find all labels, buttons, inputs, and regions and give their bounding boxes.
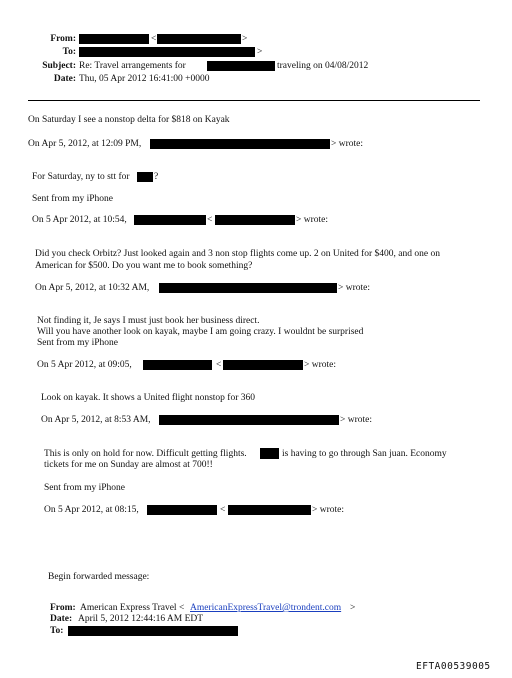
redaction: [159, 415, 339, 425]
redaction: [143, 360, 212, 370]
date-label: Date:: [53, 74, 76, 84]
redaction: [157, 34, 241, 44]
to-label: To:: [62, 47, 76, 57]
redaction: [134, 215, 206, 225]
redaction: [260, 448, 279, 459]
quote-header: On 5 Apr 2012, at 10:54,: [32, 215, 127, 225]
message-text: American for $500. Do you want me to book something?: [35, 261, 253, 271]
fwd-date-label: Date:: [50, 614, 73, 624]
quote-lt: <: [216, 360, 222, 370]
quote-header: On Apr 5, 2012, at 10:32 AM,: [35, 283, 150, 293]
redaction: [147, 505, 217, 515]
message-text: Did you check Orbitz? Just looked again and 3 non stop flights come up. 2 on United for $400, and one on: [35, 249, 440, 259]
message-text: tickets for me on Sunday are almost at 700!!: [44, 460, 213, 470]
quote-header: On Apr 5, 2012, at 8:53 AM,: [41, 415, 151, 425]
fwd-to-label: To:: [50, 626, 64, 636]
quote-wrote: > wrote:: [296, 215, 329, 225]
fwd-date-value: April 5, 2012 12:44:16 AM EDT: [78, 614, 204, 624]
redaction: [159, 283, 337, 293]
from-lt: <: [151, 34, 157, 44]
fwd-from-close: >: [350, 603, 356, 613]
fwd-from-email-link[interactable]: AmericanExpressTravel@trondent.com: [190, 603, 342, 613]
redaction: [68, 626, 238, 636]
quote-header: On Apr 5, 2012, at 12:09 PM,: [28, 139, 142, 149]
quote-wrote: > wrote:: [340, 415, 373, 425]
message-text: Look on kayak. It shows a United flight nonstop for 360: [41, 393, 255, 403]
quote-wrote: > wrote:: [312, 505, 345, 515]
message-text: is having to go through San juan. Economy: [282, 449, 447, 459]
message-text: ?: [154, 172, 159, 182]
from-label: From:: [50, 34, 76, 44]
subject-label: Subject:: [42, 61, 76, 71]
redaction: [228, 505, 311, 515]
quote-header: On 5 Apr 2012, at 08:15,: [44, 505, 139, 515]
redaction: [215, 215, 295, 225]
signature: Sent from my iPhone: [44, 483, 126, 493]
redaction: [79, 34, 149, 44]
quote-lt: <: [207, 215, 213, 225]
quote-lt: <: [220, 505, 226, 515]
from-gt: >: [242, 34, 248, 44]
redaction: [150, 139, 330, 149]
redaction: [207, 61, 275, 71]
quote-header: On 5 Apr 2012, at 09:05,: [37, 360, 132, 370]
signature: Sent from my iPhone: [32, 194, 114, 204]
message-text: On Saturday I see a nonstop delta for $818 on Kayak: [28, 115, 230, 125]
fwd-from-label: From:: [50, 603, 76, 613]
forwarded-intro: Begin forwarded message:: [48, 572, 150, 582]
message-text: For Saturday, ny to stt for: [32, 172, 130, 182]
message-text: This is only on hold for now. Difficult getting flights.: [44, 449, 247, 459]
message-text: Not finding it, Je says I must just book her business direct.: [37, 316, 260, 326]
message-text: Will you have another look on kayak, maybe I am going crazy. I wouldnt be surprised: [37, 327, 364, 337]
redaction: [137, 172, 153, 182]
quote-wrote: > wrote:: [331, 139, 364, 149]
redaction: [79, 47, 255, 57]
to-gt: >: [257, 47, 263, 57]
subject-suffix: traveling on 04/08/2012: [277, 61, 369, 71]
signature: Sent from my iPhone: [37, 338, 119, 348]
quote-wrote: > wrote:: [304, 360, 337, 370]
redaction: [223, 360, 303, 370]
subject-prefix: Re: Travel arrangements for: [79, 61, 186, 71]
document-id: EFTA00539005: [416, 661, 491, 672]
date-value: Thu, 05 Apr 2012 16:41:00 +0000: [79, 74, 210, 84]
header-divider: [28, 100, 480, 101]
quote-wrote: > wrote:: [338, 283, 371, 293]
fwd-from-name: American Express Travel <: [80, 603, 185, 613]
